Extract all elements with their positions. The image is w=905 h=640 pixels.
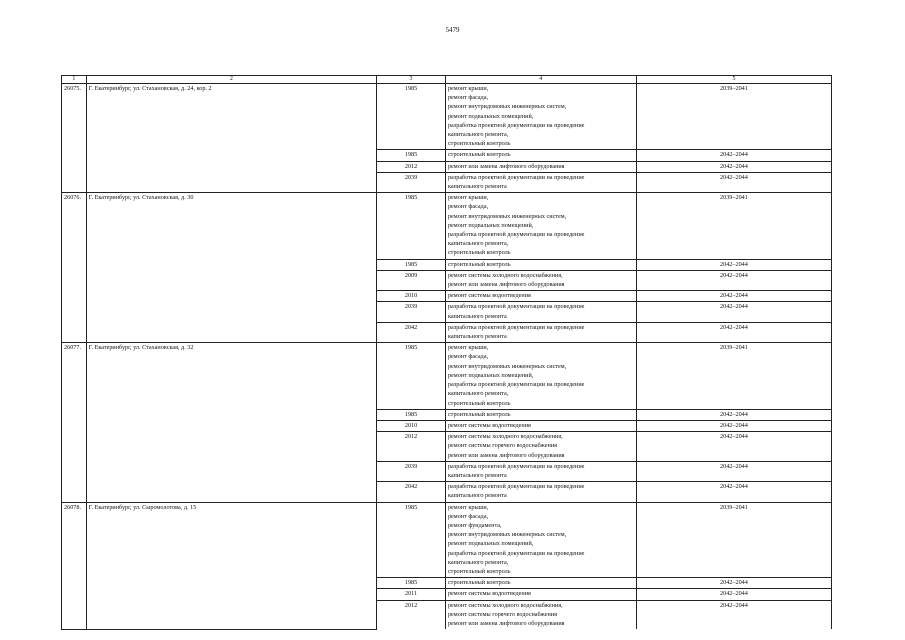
year-cell: 2042 [377,322,446,342]
works-cell [445,343,636,409]
works-cell [445,172,636,192]
period-cell: 2042–2044 [636,589,831,600]
column-header: 1 [62,76,87,84]
work-item: разработка проектной документации на проведение [447,121,585,129]
works-cell [445,432,636,462]
year-cell: 1985 [377,84,446,150]
work-item: капитального ремонта, [447,390,509,398]
work-item: строительный контроль [447,249,511,257]
year-cell: 2039 [377,172,446,192]
table-row [62,343,832,409]
work-item: разработка проектной документации на проведение [447,381,585,389]
period-cell: 2039–2041 [636,502,831,578]
works-cell [445,193,636,259]
work-item: ремонт системы горячего водоснабжения [447,610,557,618]
work-item: ремонт подвальных помещений, [447,540,534,548]
work-item: капитального ремонта [447,471,507,479]
building-address: Г. Екатеринбург, ул. Сыромолотова, д. 15 [86,502,377,629]
year-cell: 1985 [377,259,446,270]
works-cell [445,259,636,270]
work-item: капитального ремонта [447,312,507,320]
record-number: 26076. [62,193,87,343]
year-cell: 2039 [377,461,446,481]
work-item: ремонт системы холодного водоснабжения, [447,601,563,609]
column-header: 3 [377,76,446,84]
period-cell: 2042–2044 [636,482,831,502]
work-item: капитального ремонта, [447,131,509,139]
work-item: ремонт фасада, [447,203,489,211]
column-number-row [62,76,832,84]
work-item: ремонт или замена лифтового оборудования [447,619,565,627]
period-cell: 2042–2044 [636,302,831,322]
works-cell [445,461,636,481]
work-item: ремонт или замена лифтового оборудования [447,281,565,289]
year-cell: 2012 [377,600,446,629]
work-item: ремонт или замена лифтового оборудования [447,451,565,459]
work-item: ремонт системы горячего водоснабжения [447,442,557,450]
work-item: ремонт подвальных помещений, [447,371,534,379]
table-body [62,76,832,630]
works-cell [445,270,636,290]
works-cell [445,291,636,302]
period-cell: 2042–2044 [636,270,831,290]
work-item: разработка проектной документации на проведение [447,303,585,311]
work-item: строительный контроль [447,399,511,407]
work-item: капитального ремонта [447,183,507,191]
work-item: ремонт внутридомовых инженерных систем, [447,362,567,370]
work-item: капитального ремонта, [447,240,509,248]
works-cell [445,589,636,600]
period-cell: 2042–2044 [636,172,831,192]
work-item: разработка проектной документации на проведение [447,483,585,491]
work-item: ремонт крыши, [447,344,489,352]
period-cell: 2042–2044 [636,432,831,462]
work-item: ремонт фасада, [447,94,489,102]
year-cell: 2039 [377,302,446,322]
table-row [62,502,832,578]
building-address: Г. Екатеринбург, ул. Стахановская, д. 24, кор. 2 [86,84,377,193]
period-cell: 2042–2044 [636,461,831,481]
work-item: ремонт или замена лифтового оборудования [447,162,565,170]
table-row [62,193,832,259]
work-item: ремонт внутридомовых инженерных систем, [447,103,567,111]
work-item: строительный контроль [447,410,511,418]
year-cell: 1985 [377,343,446,409]
column-header: 4 [445,76,636,84]
work-item: ремонт системы водоотведения [447,421,531,429]
period-cell: 2042–2044 [636,161,831,172]
column-header: 5 [636,76,831,84]
period-cell: 2039–2041 [636,343,831,409]
year-cell: 2010 [377,420,446,431]
period-cell: 2039–2041 [636,84,831,150]
work-item: ремонт системы холодного водоснабжения, [447,433,563,441]
works-cell [445,409,636,420]
work-item: ремонт внутридомовых инженерных систем, [447,212,567,220]
works-cell [445,302,636,322]
work-item: ремонт системы водоотведения [447,292,531,300]
year-cell: 2009 [377,270,446,290]
work-item: строительный контроль [447,260,511,268]
work-item: строительный контроль [447,140,511,148]
works-cell [445,482,636,502]
work-item: строительный контроль [447,579,511,587]
year-cell: 2011 [377,589,446,600]
repair-schedule-table [61,75,832,630]
column-header: 2 [86,76,377,84]
period-cell: 2042–2044 [636,322,831,342]
work-item: ремонт подвальных помещений, [447,112,534,120]
year-cell: 2012 [377,432,446,462]
work-item: строительный контроль [447,151,511,159]
works-cell [445,420,636,431]
building-address: Г. Екатеринбург, ул. Стахановская, д. 30 [86,193,377,343]
year-cell: 2012 [377,161,446,172]
works-cell [445,600,636,629]
work-item: ремонт крыши, [447,503,489,511]
year-cell: 1985 [377,150,446,161]
work-item: капитального ремонта, [447,558,509,566]
work-item: капитального ремонта [447,333,507,341]
work-item: разработка проектной документации на проведение [447,462,585,470]
work-item: ремонт фундамента, [447,521,502,529]
works-cell [445,161,636,172]
year-cell: 1985 [377,193,446,259]
page-number: 5479 [445,26,460,34]
work-item: ремонт внутридомовых инженерных систем, [447,531,567,539]
building-address: Г. Екатеринбург, ул. Стахановская, д. 32 [86,343,377,502]
work-item: ремонт системы холодного водоснабжения, [447,271,563,279]
record-number: 26075. [62,84,87,193]
period-cell: 2039–2041 [636,193,831,259]
year-cell: 2010 [377,291,446,302]
record-number: 26077. [62,343,87,502]
period-cell: 2042–2044 [636,291,831,302]
works-cell [445,322,636,342]
year-cell: 1985 [377,578,446,589]
work-item: ремонт крыши, [447,194,489,202]
period-cell: 2042–2044 [636,420,831,431]
work-item: ремонт системы водоотведения [447,590,531,598]
works-cell [445,502,636,578]
period-cell: 2042–2044 [636,150,831,161]
record-number: 26078. [62,502,87,629]
period-cell: 2042–2044 [636,578,831,589]
work-item: разработка проектной документации на проведение [447,549,585,557]
works-cell [445,150,636,161]
year-cell: 2042 [377,482,446,502]
period-cell: 2042–2044 [636,259,831,270]
work-item: разработка проектной документации на проведение [447,173,585,181]
work-item: ремонт крыши, [447,85,489,92]
work-item: ремонт фасада, [447,353,489,361]
work-item: разработка проектной документации на проведение [447,231,585,239]
year-cell: 1985 [377,409,446,420]
work-item: строительный контроль [447,567,511,575]
work-item: разработка проектной документации на проведение [447,323,585,331]
works-cell [445,578,636,589]
works-cell [445,84,636,150]
year-cell: 1985 [377,502,446,578]
table-row [62,84,832,150]
work-item: ремонт подвальных помещений, [447,221,534,229]
period-cell: 2042–2044 [636,600,831,629]
work-item: ремонт фасада, [447,512,489,520]
work-item: капитального ремонта [447,492,507,500]
period-cell: 2042–2044 [636,409,831,420]
